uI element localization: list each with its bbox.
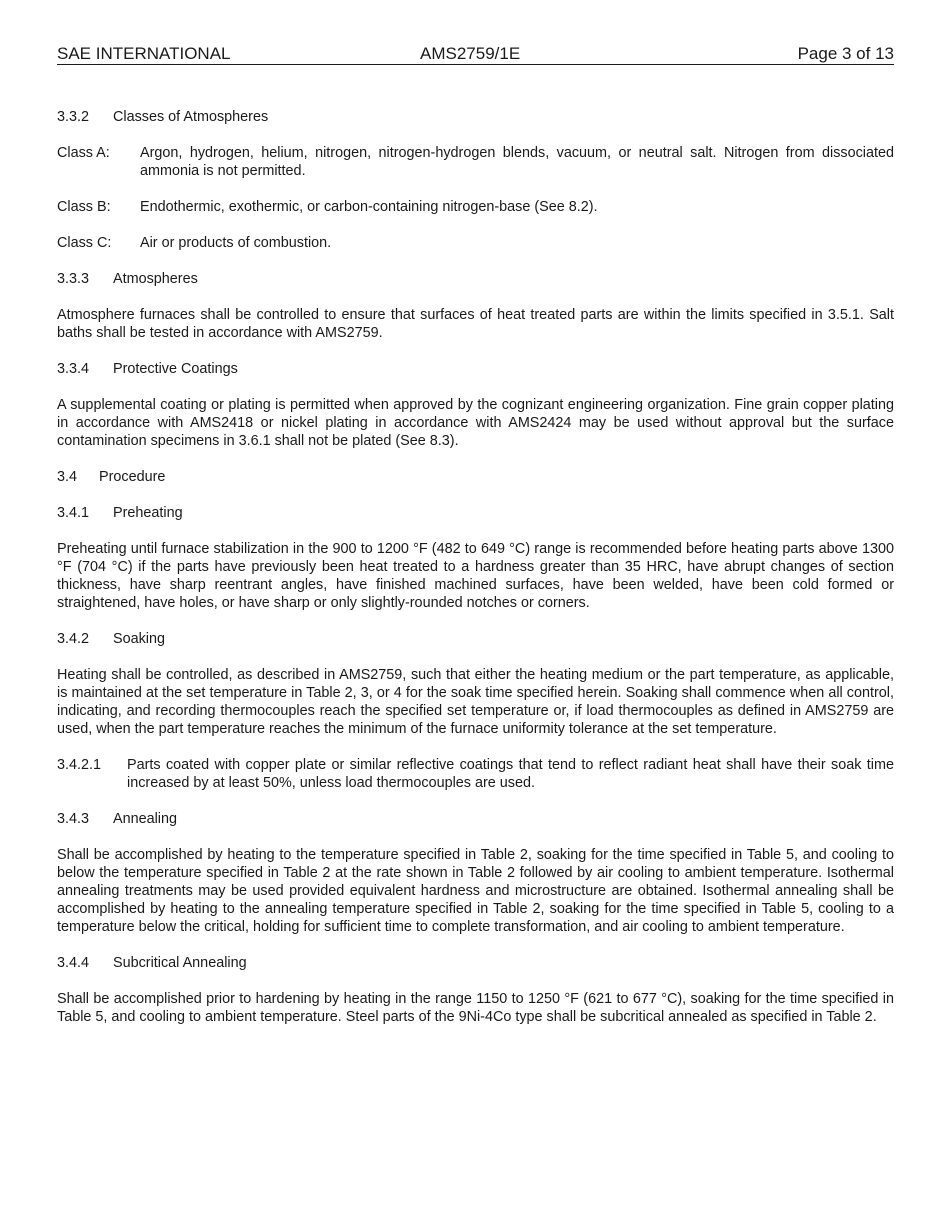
section-paragraph-3-3-4: A supplemental coating or plating is permitted when approved by the cognizant engineering organization. Fine grain copper plating in accordance with AMS2418 or nickel plating in accordance with AMS2424 may be used without approval but the surface contamination specimens in 3.6.1 shall not be plated (See 8.3). [57, 397, 894, 449]
section-number: 3.4.4 [57, 955, 90, 971]
class-b-item [57, 198, 894, 216]
subsection-paragraph: Parts coated with copper plate or similar reflective coatings that tend to reflect radiant heat shall have their soak time increased by at least 50%, unless load thermocouples are used. [127, 757, 894, 791]
section-title: Classes of Atmospheres [113, 109, 269, 125]
section-title: Soaking [113, 631, 166, 647]
section-title: Annealing [113, 811, 178, 827]
section-number: 3.4.2.1 [57, 757, 102, 773]
section-paragraph-3-4-3: Shall be accomplished by heating to the temperature specified in Table 2, soaking for the time specified in Table 5, and cooling to below the temperature specified in Table 2 at the rate shown in Table 2 followed by air cooling to ambient temperature. Isothermal annealing treatments may be used provided equivalent hardness and microstructure are obtained. Isothermal annealing shall be accomplished by heating to the annealing temperature specified in Table 2, soaking for the time specified in Table 5, cooling to a temperature below the critical, holding for sufficient time to complete transformation, and air cooling to ambient temperature. [57, 847, 894, 935]
header-page-number: Page 3 of 13 [797, 44, 894, 63]
section-heading-3-3-4 [57, 360, 894, 378]
document-body [57, 108, 894, 1044]
section-title: Protective Coatings [113, 361, 238, 377]
section-heading-3-4-3 [57, 810, 894, 828]
section-heading-3-3-2 [57, 108, 894, 126]
section-paragraph-3-4-4: Shall be accomplished prior to hardening by heating in the range 1150 to 1250 °F (621 to 677 °C), soaking for the time specified in Table 5, and cooling to ambient temperature. Steel parts of the 9Ni-4Co type shall be subcritical annealed as specified in Table 2. [57, 991, 894, 1025]
class-description: Air or products of combustion. [140, 235, 332, 251]
section-title: Atmospheres [113, 271, 198, 287]
section-heading-3-3-3 [57, 270, 894, 288]
section-heading-3-4 [57, 468, 894, 486]
page-header [57, 44, 894, 65]
class-description: Endothermic, exothermic, or carbon-containing nitrogen-base (See 8.2). [140, 199, 598, 215]
section-paragraph-3-3-3: Atmosphere furnaces shall be controlled to ensure that surfaces of heat treated parts are within the limits specified in 3.5.1. Salt baths shall be tested in accordance with AMS2759. [57, 307, 894, 341]
header-organization: SAE INTERNATIONAL [57, 44, 231, 63]
section-heading-3-4-4 [57, 954, 894, 972]
section-heading-3-4-2 [57, 630, 894, 648]
section-heading-3-4-1 [57, 504, 894, 522]
section-paragraph-3-4-2: Heating shall be controlled, as described in AMS2759, such that either the heating medium or the part temperature, as applicable, is maintained at the set temperature in Table 2, 3, or 4 for the soak time specified herein. Soaking shall commence when all control, indicating, and recording thermocouples reach the specified set temperature or, if load thermocouples as defined in AMS2759 are used, when the part temperature reaches the minimum of the furnace uniformity tolerance at the set temperature. [57, 667, 894, 737]
section-number: 3.3.2 [57, 109, 90, 125]
section-number: 3.3.4 [57, 361, 90, 377]
section-number: 3.4 [57, 469, 78, 485]
section-title: Preheating [113, 505, 183, 521]
section-number: 3.3.3 [57, 271, 90, 287]
header-document-id: AMS2759/1E [420, 44, 521, 63]
section-number: 3.4.2 [57, 631, 90, 647]
class-label: Class B: [57, 199, 111, 215]
section-number: 3.4.3 [57, 811, 90, 827]
section-title: Procedure [99, 469, 166, 485]
class-a-item [57, 144, 894, 180]
section-title: Subcritical Annealing [113, 955, 247, 971]
section-paragraph-3-4-1: Preheating until furnace stabilization in the 900 to 1200 °F (482 to 649 °C) range is recommended before heating parts above 1300 °F (704 °C) if the parts have previously been heat treated to a hardness greater than 35 HRC, have abrupt changes of section thickness, have sharp reentrant angles, have finished machined surfaces, have been welded, have been cold formed or straightened, have holes, or have sharp or only slightly-rounded notches or corners. [57, 541, 894, 611]
class-label: Class C: [57, 235, 112, 251]
class-c-item [57, 234, 894, 252]
class-label: Class A: [57, 145, 110, 161]
section-number: 3.4.1 [57, 505, 90, 521]
class-description: Argon, hydrogen, helium, nitrogen, nitrogen-hydrogen blends, vacuum, or neutral salt. Nitrogen from dissociated ammonia is not permitted. [140, 145, 894, 179]
subsection-3-4-2-1 [57, 756, 894, 792]
